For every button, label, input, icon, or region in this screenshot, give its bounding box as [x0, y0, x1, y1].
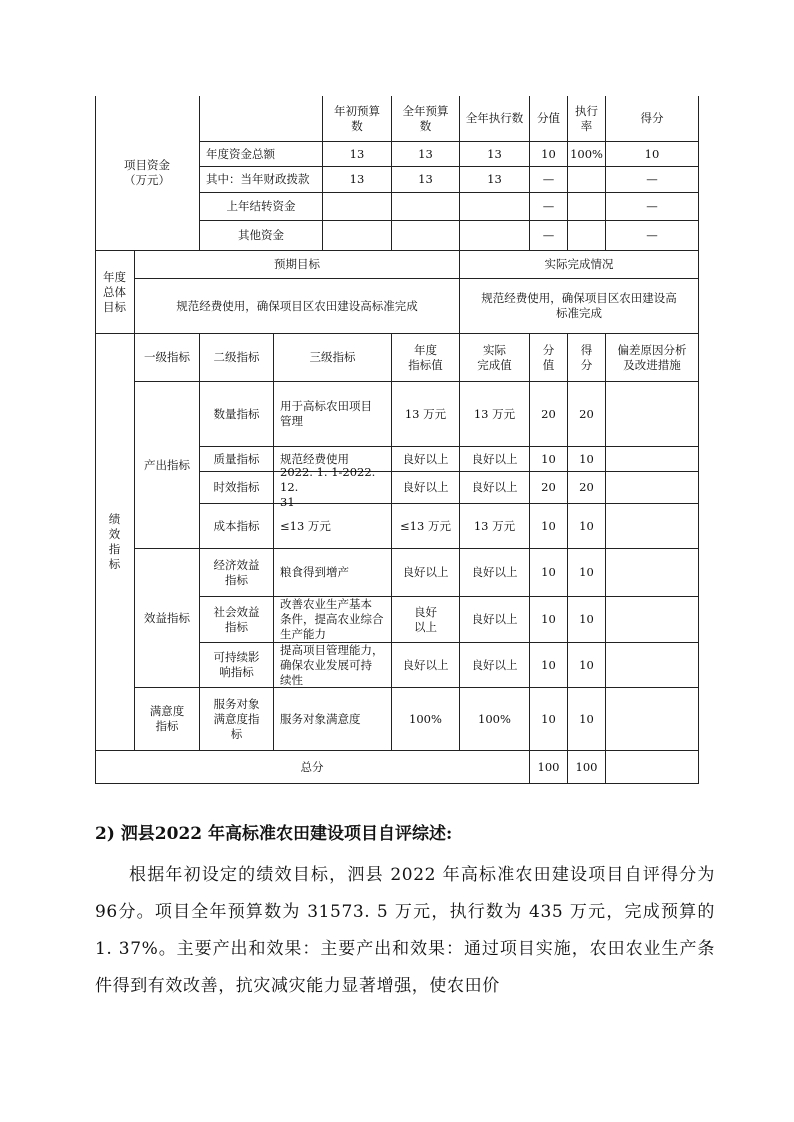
- indicator-level2: 经济效益 指标: [200, 549, 274, 597]
- funds-label: 项目资金 （万元）: [95, 96, 200, 251]
- goals-actual-text: 规范经费使用，确保项目区农田建设高 标准完成: [460, 279, 699, 334]
- funds-row-label: 上年结转资金: [200, 193, 323, 221]
- funds-cell: [460, 193, 530, 221]
- indicator-actual: 良好以上: [460, 447, 530, 472]
- indicator-got: 10: [568, 549, 606, 597]
- funds-header: 年初预算 数: [323, 96, 392, 142]
- goals-label: 年度 总体 目标: [95, 251, 135, 334]
- indicator-actual: 良好以上: [460, 597, 530, 643]
- total-note: [606, 751, 699, 784]
- indicator-got: 10: [568, 447, 606, 472]
- funds-cell: 10: [530, 142, 568, 167]
- funds-cell: [568, 193, 606, 221]
- indicator-note: [606, 597, 699, 643]
- indicators-header: 实际 完成值: [460, 334, 530, 382]
- funds-cell: [323, 221, 392, 251]
- goals-expected-header: 预期目标: [135, 251, 460, 279]
- funds-row-label: 年度资金总额: [200, 142, 323, 167]
- indicator-level3: ≤13 万元: [274, 504, 392, 549]
- funds-cell: [568, 221, 606, 251]
- indicators-header: 年度 指标值: [392, 334, 460, 382]
- indicator-score: 10: [530, 597, 568, 643]
- indicator-level3: 规范经费使用: [274, 447, 392, 472]
- indicator-target: ≤13 万元: [392, 504, 460, 549]
- indicator-score: 10: [530, 549, 568, 597]
- funds-cell: —: [530, 221, 568, 251]
- funds-cell: —: [606, 167, 699, 193]
- indicator-actual: 良好以上: [460, 643, 530, 688]
- indicator-level3: 2022. 1. 1-2022. 12. 31: [274, 472, 392, 504]
- indicator-note: [606, 472, 699, 504]
- funds-cell: [323, 193, 392, 221]
- total-label: 总分: [95, 751, 530, 784]
- indicator-actual: 13 万元: [460, 504, 530, 549]
- indicator-level2: 社会效益 指标: [200, 597, 274, 643]
- funds-header: 执行率: [568, 96, 606, 142]
- indicator-group-label: 效益指标: [135, 549, 200, 688]
- funds-cell: [392, 221, 460, 251]
- indicator-target: 良好以上: [392, 472, 460, 504]
- indicator-actual: 良好以上: [460, 549, 530, 597]
- indicator-got: 10: [568, 643, 606, 688]
- indicators-label: 绩 效 指 标: [95, 334, 135, 751]
- funds-header: 分值: [530, 96, 568, 142]
- goals-expected-text: 规范经费使用，确保项目区农田建设高标准完成: [135, 279, 460, 334]
- indicator-target: 100%: [392, 688, 460, 751]
- funds-header-blank: [200, 96, 323, 142]
- funds-cell: —: [606, 221, 699, 251]
- indicator-score: 10: [530, 504, 568, 549]
- funds-header: 全年预算 数: [392, 96, 460, 142]
- indicator-level2: 质量指标: [200, 447, 274, 472]
- funds-cell: 13: [392, 167, 460, 193]
- funds-row-label: 其中：当年财政拨款: [200, 167, 323, 193]
- indicator-got: 10: [568, 597, 606, 643]
- indicator-level2: 时效指标: [200, 472, 274, 504]
- indicator-level3: 改善农业生产基本 条件，提高农业综合 生产能力: [274, 597, 392, 643]
- funds-cell: —: [530, 167, 568, 193]
- funds-cell: 13: [323, 142, 392, 167]
- indicator-target: 良好以上: [392, 643, 460, 688]
- indicator-group-label: 产出指标: [135, 382, 200, 549]
- funds-cell: 13: [460, 167, 530, 193]
- funds-header: 全年执行数: [460, 96, 530, 142]
- indicator-got: 20: [568, 472, 606, 504]
- indicators-header: 二级指标: [200, 334, 274, 382]
- indicator-group-label: 满意度 指标: [135, 688, 200, 751]
- total-score: 100: [530, 751, 568, 784]
- total-got: 100: [568, 751, 606, 784]
- indicator-note: [606, 549, 699, 597]
- funds-row-label: 其他资金: [200, 221, 323, 251]
- indicator-target: 良好以上: [392, 549, 460, 597]
- summary-paragraph: 根据年初设定的绩效目标，泗县 2022 年高标准农田建设项目自评得分为 96分。项目全年预算数为 31573. 5 万元，执行数为 435 万元，完成预算的 1. 37%。主要产出和效果：主要产出和效果：通过项目实施，农田农业生产条件得到有效改善，抗灾减灾能力显著增强，使农田价: [95, 865, 715, 996]
- section-heading: 2) 泗县2022 年高标准农田建设项目自评综述:: [95, 824, 453, 844]
- funds-cell: 13: [323, 167, 392, 193]
- funds-cell: [460, 221, 530, 251]
- indicator-level3: 粮食得到增产: [274, 549, 392, 597]
- indicator-level2: 服务对象 满意度指 标: [200, 688, 274, 751]
- indicator-level2: 成本指标: [200, 504, 274, 549]
- indicator-level2: 可持续影 响指标: [200, 643, 274, 688]
- funds-cell: 100%: [568, 142, 606, 167]
- indicator-got: 20: [568, 382, 606, 447]
- funds-cell: 13: [460, 142, 530, 167]
- indicator-actual: 良好以上: [460, 472, 530, 504]
- indicator-got: 10: [568, 504, 606, 549]
- funds-header: 得分: [606, 96, 699, 142]
- indicator-note: [606, 504, 699, 549]
- goals-actual-header: 实际完成情况: [460, 251, 699, 279]
- indicators-header: 分 值: [530, 334, 568, 382]
- indicator-score: 20: [530, 382, 568, 447]
- indicator-target: 良好以上: [392, 447, 460, 472]
- indicator-note: [606, 643, 699, 688]
- indicator-target: 良好 以上: [392, 597, 460, 643]
- indicators-header: 得 分: [568, 334, 606, 382]
- indicator-actual: 13 万元: [460, 382, 530, 447]
- indicator-note: [606, 447, 699, 472]
- funds-cell: [568, 167, 606, 193]
- indicator-score: 10: [530, 643, 568, 688]
- indicator-note: [606, 382, 699, 447]
- indicators-header: 偏差原因分析 及改进措施: [606, 334, 699, 382]
- indicator-score: 10: [530, 447, 568, 472]
- indicators-header: 三级指标: [274, 334, 392, 382]
- indicator-level3: 用于高标农田项目 管理: [274, 382, 392, 447]
- indicator-score: 10: [530, 688, 568, 751]
- indicator-target: 13 万元: [392, 382, 460, 447]
- indicators-header: 一级指标: [135, 334, 200, 382]
- indicator-actual: 100%: [460, 688, 530, 751]
- performance-table: [95, 96, 699, 784]
- funds-cell: 10: [606, 142, 699, 167]
- indicator-score: 20: [530, 472, 568, 504]
- funds-cell: 13: [392, 142, 460, 167]
- indicator-level2: 数量指标: [200, 382, 274, 447]
- funds-cell: —: [530, 193, 568, 221]
- indicator-note: [606, 688, 699, 751]
- indicator-level3: 服务对象满意度: [274, 688, 392, 751]
- indicator-level3: 提高项目管理能力， 确保农业发展可持 续性: [274, 643, 392, 688]
- indicator-got: 10: [568, 688, 606, 751]
- funds-cell: [392, 193, 460, 221]
- funds-cell: —: [606, 193, 699, 221]
